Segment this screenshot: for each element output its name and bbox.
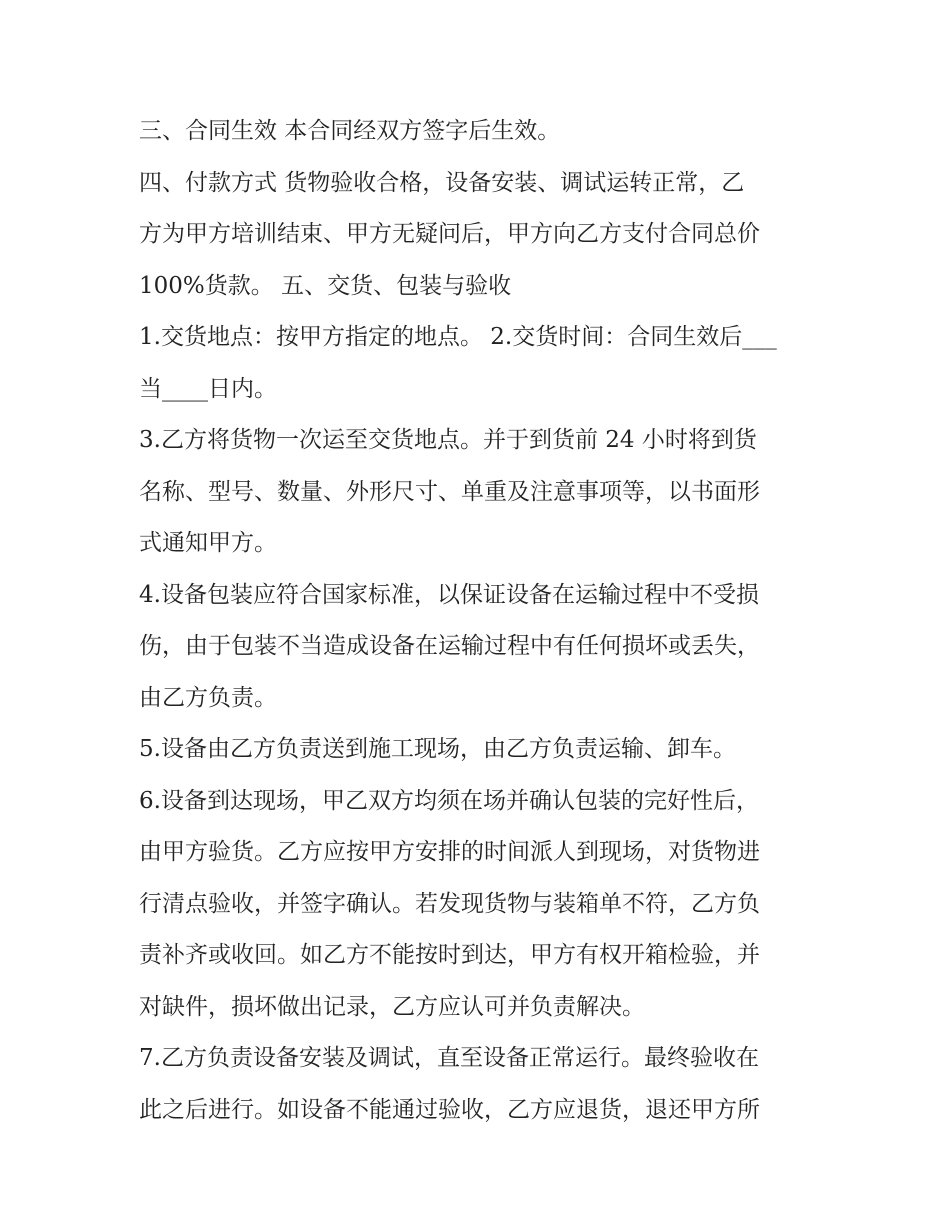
- clause-5-item-7-line-2: 此之后进行。如设备不能通过验收，乙方应退货，退还甲方所: [139, 1096, 760, 1123]
- clause-4-payment-line-3: 100%货款。 五、交货、包装与验收: [139, 272, 512, 299]
- clause-5-item-6-line-1: 6.设备到达现场，甲乙双方均须在场并确认包装的完好性后，: [139, 787, 759, 814]
- clause-5-item-6-line-4: 责补齐或收回。如乙方不能按时到达，甲方有权开箱检验，并: [139, 942, 760, 968]
- clause-5-item-3-line-1: 3.乙方将货物一次运至交货地点。并于到货前 24 小时将到货: [139, 427, 757, 453]
- clause-5-item-7-line-1: 7.乙方负责设备安装及调试，直至设备正常运行。最终验收在: [139, 1045, 759, 1071]
- clause-5-delivery-item-2-cont: 当____日内。: [139, 375, 277, 402]
- clause-3-effective: 三、合同生效 本合同经双方签字后生效。: [139, 118, 561, 144]
- clause-5-item-3-line-3: 式通知甲方。: [139, 530, 277, 556]
- clause-5-item-6-line-3: 行清点验收，并签字确认。若发现货物与装箱单不符，乙方负: [139, 890, 760, 917]
- clause-5-item-4-line-2: 伤，由于包装不当造成设备在运输过程中有任何损坏或丢失，: [139, 633, 760, 659]
- clause-4-payment-line-2: 方为甲方培训结束、甲方无疑问后，甲方向乙方支付合同总价: [139, 221, 760, 247]
- clause-5-item-3-line-2: 名称、型号、数量、外形尺寸、单重及注意事项等，以书面形: [139, 478, 760, 505]
- clause-4-payment-line-1: 四、付款方式 货物验收合格，设备安装、调试运转正常，乙: [139, 169, 745, 196]
- clause-5-item-4-line-3: 由乙方负责。: [139, 684, 277, 711]
- clause-5-item-5: 5.设备由乙方负责送到施工现场，由乙方负责运输、卸车。: [139, 736, 736, 762]
- clause-5-item-6-line-2: 由甲方验货。乙方应按甲方安排的时间派人到现场，对货物进: [139, 839, 760, 865]
- clause-5-item-4-line-1: 4.设备包装应符合国家标准，以保证设备在运输过程中不受损: [139, 581, 759, 608]
- clause-5-item-6-line-5: 对缺件，损坏做出记录，乙方应认可并负责解决。: [139, 993, 645, 1020]
- contract-body-text: [139, 106, 819, 1136]
- clause-5-delivery-item-1-2: 1.交货地点：按甲方指定的地点。 2.交货时间：合同生效后___: [139, 324, 777, 350]
